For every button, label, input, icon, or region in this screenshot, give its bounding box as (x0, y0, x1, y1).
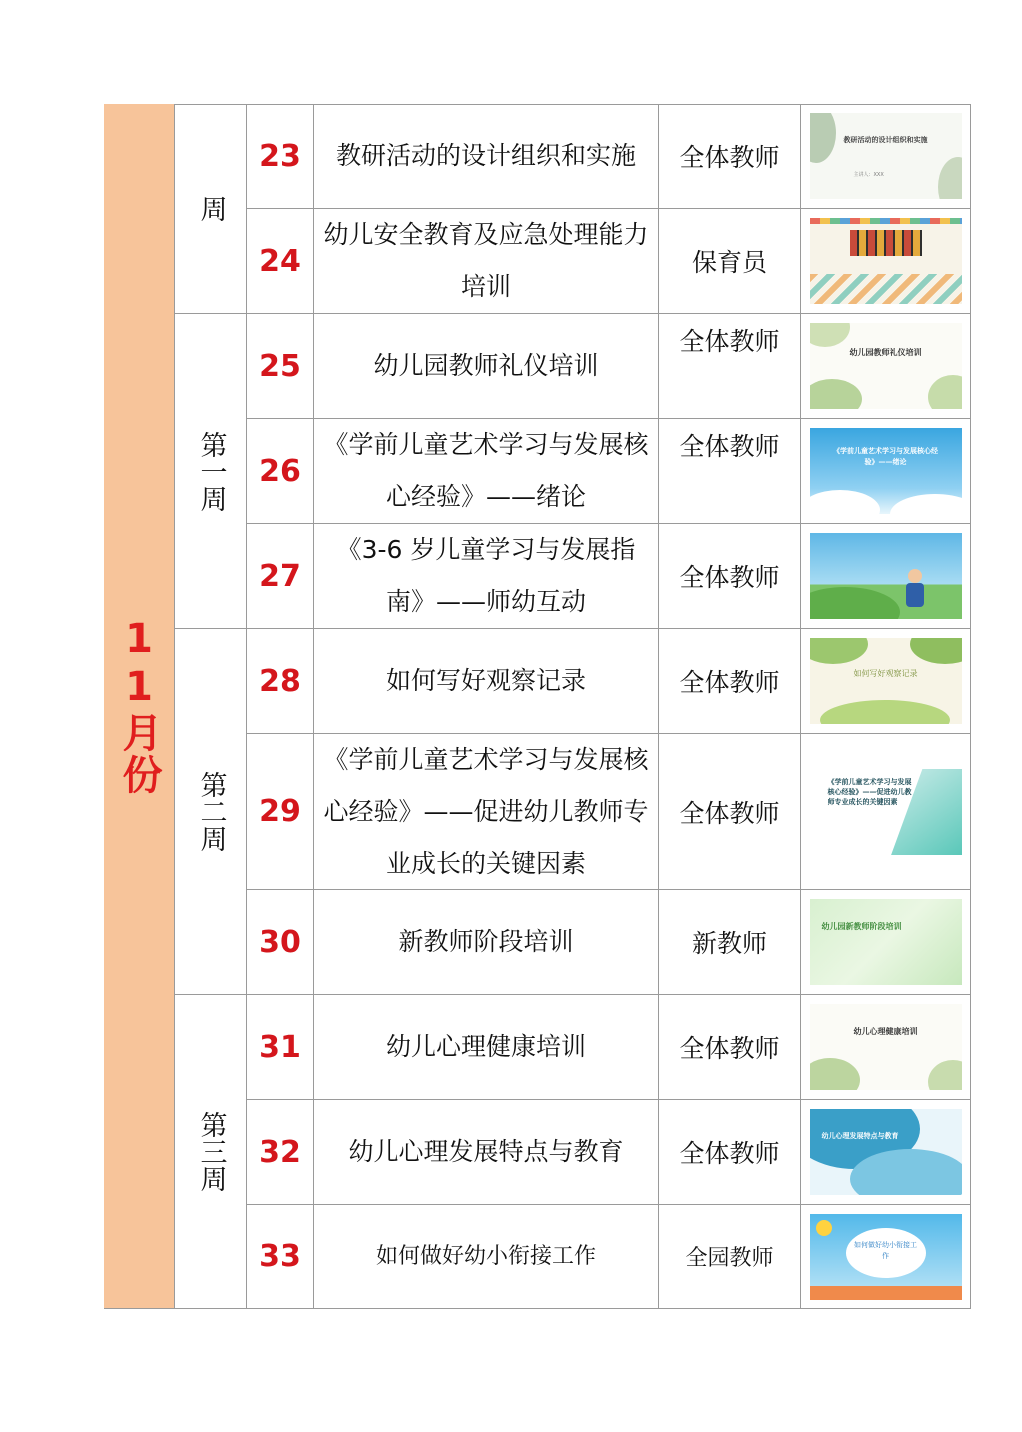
lesson-topic: 教研活动的设计组织和实施 (314, 104, 659, 209)
slide-thumbnail (810, 1004, 962, 1090)
lesson-number: 26 (247, 419, 314, 524)
lesson-audience: 全体教师 (659, 419, 801, 524)
bookshelf-decoration (850, 230, 922, 256)
week-label: 第二周 (175, 629, 247, 995)
week-label: 周 (175, 104, 247, 314)
slide-thumbnail-cell (801, 1100, 971, 1205)
slide-title: 幼儿园新教师阶段培训 (821, 922, 902, 931)
lesson-number: 27 (247, 524, 314, 629)
lesson-audience: 保育员 (659, 209, 801, 314)
hill-decoration (810, 587, 900, 619)
slide-thumbnail-cell (801, 104, 971, 209)
tree-decoration (910, 638, 962, 664)
slide-thumbnail (810, 533, 962, 619)
grass-decoration (820, 700, 950, 724)
lesson-number: 30 (247, 890, 314, 995)
slide-title: 如何写好观察记录 (853, 669, 918, 678)
slide-thumbnail-cell (801, 209, 971, 314)
slide-title: 如何做好幼小衔接工作 (854, 1240, 917, 1260)
sun-icon (816, 1220, 832, 1236)
week-label: 第三周 (175, 995, 247, 1309)
leaf-decoration (810, 1058, 860, 1090)
slide-title: 教研活动的设计组织和实施 (843, 136, 928, 144)
tree-decoration (810, 638, 868, 664)
slide-title: 幼儿园教师礼仪培训 (849, 348, 922, 357)
leaf-decoration (938, 157, 962, 199)
slide-thumbnail (810, 1109, 962, 1195)
month-label: 11月份 (104, 104, 175, 1309)
lesson-audience: 全园教师 (659, 1205, 801, 1309)
leaf-decoration (928, 375, 962, 409)
slide-subtitle: 主讲人：XXX (853, 172, 884, 178)
bunting-decoration (810, 218, 962, 224)
slide-thumbnail-cell (801, 314, 971, 419)
lesson-number: 31 (247, 995, 314, 1100)
slide-thumbnail-cell (801, 890, 971, 995)
lesson-topic: 幼儿安全教育及应急处理能力培训 (314, 209, 659, 314)
slide-thumbnail (810, 323, 962, 409)
ground-decoration (810, 1286, 962, 1300)
slide-thumbnail-cell (801, 419, 971, 524)
lesson-topic: 《学前儿童艺术学习与发展核心经验》——促进幼儿教师专业成长的关键因素 (314, 734, 659, 890)
triangle-pattern (810, 274, 962, 304)
slide-thumbnail-cell (801, 734, 971, 890)
lesson-audience: 新教师 (659, 890, 801, 995)
lesson-topic: 新教师阶段培训 (314, 890, 659, 995)
lesson-audience: 全体教师 (659, 314, 801, 419)
slide-thumbnail-cell (801, 1205, 971, 1309)
person-figure (908, 569, 922, 583)
slide-title: 《学前儿童艺术学习与发展核心经验》——绪论 (833, 447, 938, 466)
lesson-topic: 如何写好观察记录 (314, 629, 659, 734)
slide-title: 《学前儿童艺术学习与发展核心经验》——促进幼儿教师专业成长的关键因素 (827, 777, 912, 806)
lesson-audience: 全体教师 (659, 629, 801, 734)
lesson-topic: 幼儿心理健康培训 (314, 995, 659, 1100)
cloud-decoration (810, 490, 880, 514)
lesson-audience: 全体教师 (659, 104, 801, 209)
lesson-topic: 《学前儿童艺术学习与发展核心经验》——绪论 (314, 419, 659, 524)
lesson-topic: 《3-6 岁儿童学习与发展指南》——师幼互动 (314, 524, 659, 629)
person-figure (906, 583, 924, 607)
lesson-number: 29 (247, 734, 314, 890)
lesson-audience: 全体教师 (659, 1100, 801, 1205)
slide-thumbnail (810, 1214, 962, 1300)
week-label: 第一周 (175, 314, 247, 629)
slide-thumbnail (810, 899, 962, 985)
slide-thumbnail (810, 428, 962, 514)
lesson-number: 24 (247, 209, 314, 314)
slide-thumbnail (810, 218, 962, 304)
slide-title: 幼儿心理健康培训 (853, 1027, 918, 1036)
lesson-audience: 全体教师 (659, 734, 801, 890)
lesson-audience: 全体教师 (659, 995, 801, 1100)
slide-thumbnail-cell (801, 995, 971, 1100)
slide-title: 幼儿心理发展特点与教育 (821, 1132, 899, 1140)
leaf-decoration (810, 379, 862, 409)
leaf-decoration (928, 1060, 962, 1090)
lesson-number: 33 (247, 1205, 314, 1309)
lesson-topic: 幼儿园教师礼仪培训 (314, 314, 659, 419)
leaf-decoration (810, 323, 850, 347)
slide-thumbnail (810, 769, 962, 855)
lesson-number: 32 (247, 1100, 314, 1205)
slide-thumbnail (810, 113, 962, 199)
lesson-topic: 如何做好幼小衔接工作 (314, 1205, 659, 1309)
lesson-topic: 幼儿心理发展特点与教育 (314, 1100, 659, 1205)
lesson-number: 25 (247, 314, 314, 419)
slide-thumbnail-cell (801, 629, 971, 734)
cloud-decoration (890, 494, 962, 514)
slide-thumbnail-cell (801, 524, 971, 629)
lesson-number: 23 (247, 104, 314, 209)
lesson-audience: 全体教师 (659, 524, 801, 629)
training-schedule-table (104, 104, 971, 1309)
slide-thumbnail (810, 638, 962, 724)
lesson-number: 28 (247, 629, 314, 734)
